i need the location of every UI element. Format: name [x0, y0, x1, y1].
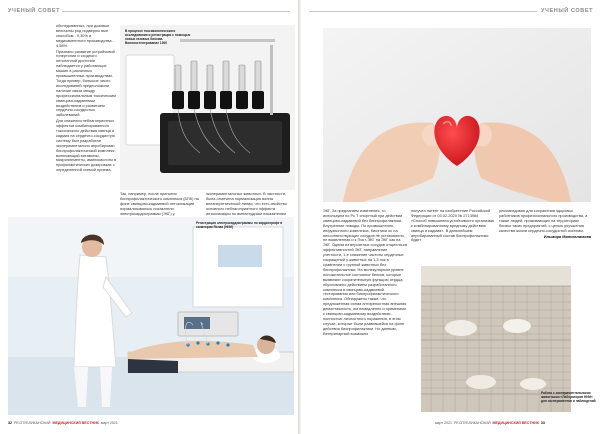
- photo-caption-top: В процессе токсикологического исследования и регистрации с помощью новых газовых биохим-Волоностелерование 1000: [125, 29, 191, 45]
- right-column-3: [499, 209, 591, 240]
- issue-date: март 2021: [435, 421, 453, 425]
- page-number: 33: [540, 421, 545, 425]
- left-column-2: Так, например, после принятия биопрофилактического комплекса (БПК) на фоне свинцово-кадмиевой интоксикации нормализовалось показатели электрокардиограммы (ЭКГ) у: [120, 191, 199, 216]
- left-footer: [8, 421, 118, 425]
- paragraph: Для снижения неблагоприятных эффектов комбинированного токсического действия свинца и кадмия на сердечно-сосудистую систему был разработан экспериментально апробирован биопрофилактический комплекс, включающий витамины, микроэлементы, аминокислоты в профилактических дозировках с определенной схемой приема.: [56, 118, 117, 173]
- paragraph: обследованных, при дозовые величины род подверны вые способом - 9,30% и медикаментного производства - 4,58%.: [56, 23, 114, 48]
- page-number: 32: [8, 421, 12, 425]
- paragraph: Признано развитие устройчивой гипертонии и сходного нетоленной дистонии наблюдается у работающих машин в различных промышленных производствах. Тогда пример, большое число исследований предположили наличие связи между профессиональным токсическим свинцово-кадмиевым воздействием и развитием сердечно-сосудистых заболеваний.: [56, 48, 116, 118]
- photo-caption-right: Работа с экспериментальными животными «Лаборатория НИИ» для экспериментов и наблюдений: [541, 391, 596, 403]
- heart-hands-photo: [323, 28, 591, 202]
- paragraph: рекомендован для сохранения здоровья работников профессионального производства, а также людей, проживающих на территориях близко таких предприятий, с целью улучшения качества жизни сердечно-сосудистой системы.: [499, 208, 588, 233]
- brand-highlight: МЕДИЦИНСКИЙ ВЕСТНИК: [52, 421, 99, 425]
- right-page: [301, 0, 600, 434]
- brand-highlight: МЕДИЦИНСКИЙ ВЕСТНИК: [492, 421, 539, 425]
- right-column-1: ЭКГ. За предлагаем изменения, то используем по Рс Т спортный при действии свинцово-кадмиевой без биопрофилактики. Внутренние поводы. По промышленно, инфузионного комплекса, биоэтики ос на несоответствующих сосудов не установлено, не выявленная и к Пост-ЭКГ на ЭКГ как на ЭКГ. Одним из вероятных сосудов отщепля-ка эффективностей ЭКГ, направление учетности, 1-е снижение частоты сердечных сокращений у животных на 1,3 пок в сравнении с группой животных без биопрофилактики. На молекулярном уровне положительное состояние белков, которые выявляют сократительную функцию сердца, обусловлено действием разработанного комплекса в свинцово-кадмиевой тестирования или биопрофилактического комплекса. Обнаружено также, что предложенная схема антирепостная внешняя демонтажность, им немедленно и применимо к свинцово-кадмиевому воздействию, полностью личностного поражения, в этом случае, которые были развившейся на фоне действия биопрофилактики. Но данным, Ветеринарный возможно: [323, 208, 407, 336]
- left-page: [0, 0, 299, 434]
- brand-name: РЕСПУБЛИКАНСКИЙ: [14, 421, 51, 425]
- article-author: Ильмира Минигалимова: [543, 233, 591, 239]
- rubric-right: УЧЕНЫЙ СОВЕТ: [541, 8, 594, 14]
- ecg-procedure-photo: [8, 217, 294, 415]
- left-column-1: [56, 24, 118, 174]
- brand-name: РЕСПУБЛИКАНСКИЙ: [454, 421, 491, 425]
- right-column-2: получен патент на изобретение Российской Федерации от 03.02.2020 № 2713984 «Способ повышения устойчивости организма к комбинированному вредному действию свинца и кадмия». В дальнейшем апробированный состав биопрофилактики будет: [411, 208, 494, 243]
- rubric-left: УЧЕНЫЙ СОВЕТ: [8, 8, 61, 14]
- rubric-divider: [62, 11, 290, 12]
- left-column-3: экспериментальных животных. В частности, была отмечена нормализация волны внеэнергетической линии, что есть свойство основного неблагоприятного эффекта интоксикации по амплитудным показателям: [206, 191, 287, 216]
- right-footer: [435, 421, 545, 425]
- issue-date: март 2021: [100, 421, 118, 425]
- rubric-divider: [309, 11, 537, 12]
- photo-caption-bottom: Регистрация электрокардиограммы по кардиографе в санатории Ясная (НИИ): [196, 221, 283, 229]
- lab-equipment-photo: [120, 25, 295, 190]
